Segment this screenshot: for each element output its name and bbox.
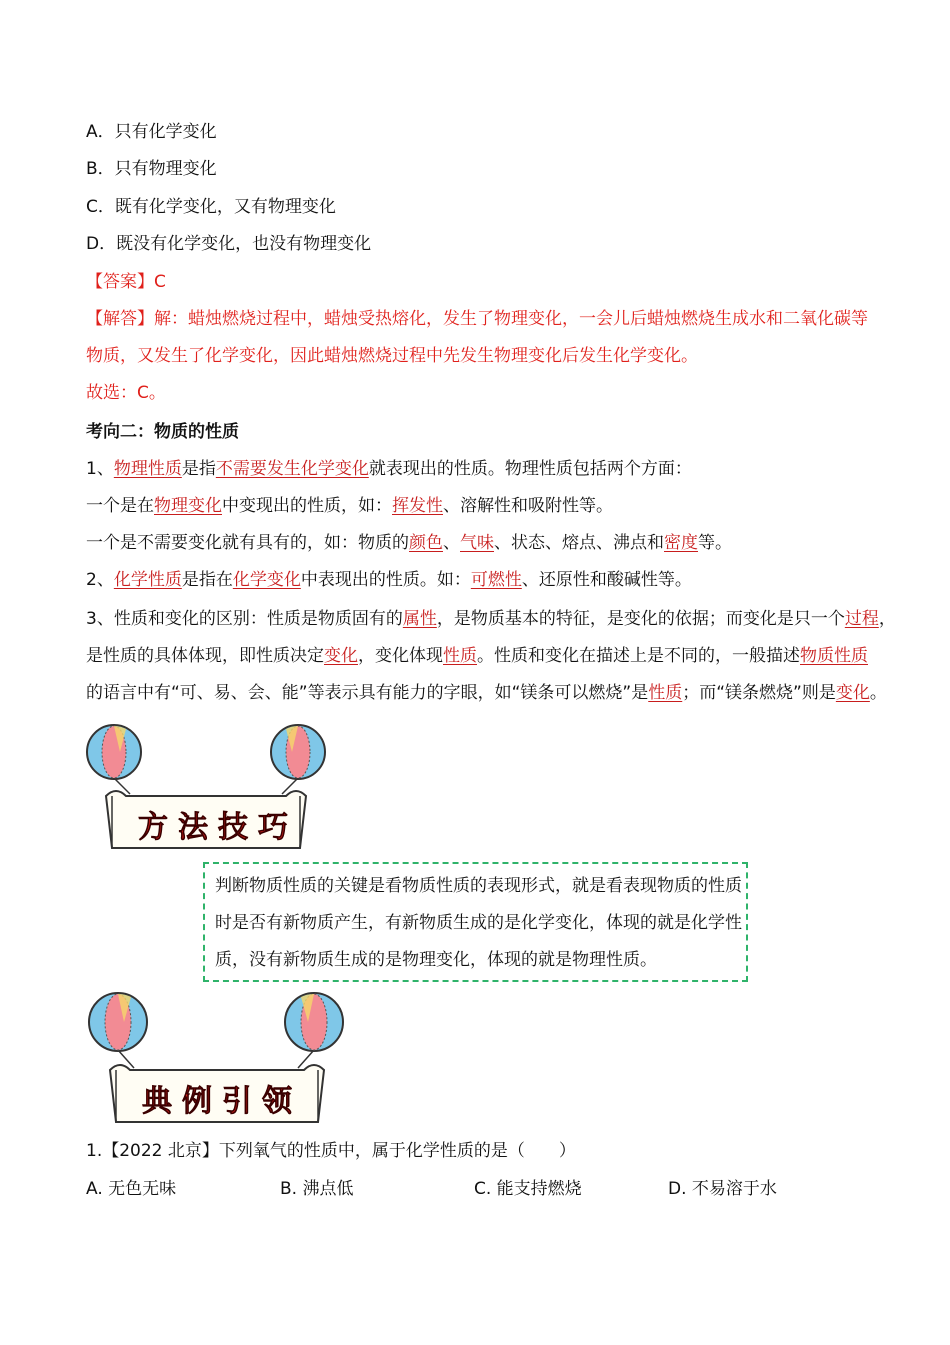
term-physical-change: 物理变化 bbox=[154, 496, 222, 516]
explanation-choice: 故选：C。 bbox=[86, 383, 166, 403]
p3-l3e: 。 bbox=[869, 683, 887, 703]
p3-l1e: ， bbox=[878, 609, 896, 629]
paragraph-2 bbox=[86, 568, 692, 592]
term-change-2: 变化 bbox=[835, 683, 870, 703]
question-1-option-a: A. 无色无味 bbox=[86, 1179, 177, 1199]
question-number: 1. bbox=[86, 1141, 103, 1161]
section-title: 考向二：物质的性质 bbox=[86, 422, 239, 442]
term-change: 变化 bbox=[324, 646, 358, 666]
term-odor: 气味 bbox=[460, 533, 494, 553]
question-1-stem bbox=[86, 1139, 576, 1163]
term-chemical-property: 化学性质 bbox=[113, 570, 182, 590]
term-property: 性质 bbox=[443, 646, 477, 666]
example-banner bbox=[86, 990, 348, 1126]
p2-prefix: 2、 bbox=[86, 570, 114, 590]
p3-l2c: ，变化体现 bbox=[358, 646, 443, 666]
term-density: 密度 bbox=[664, 533, 698, 553]
explanation-line-1 bbox=[86, 307, 868, 331]
option-a: A．只有化学变化 bbox=[86, 122, 217, 142]
p3-l1c: ，是物质基本的特征，是变化的依据；而变化是只一个 bbox=[436, 609, 845, 629]
p1-prefix: 1、 bbox=[86, 459, 114, 479]
p1a-text-3: 中变现出的性质，如： bbox=[222, 496, 392, 516]
p1-text-4: 就表现出的性质。物理性质包括两个方面： bbox=[368, 459, 692, 479]
answer-line bbox=[86, 270, 166, 294]
explanation-line-2: 物质，又发生了化学变化，因此蜡烛燃烧过程中先发生物理变化后发生化学变化。 bbox=[86, 346, 698, 366]
paragraph-3-line-3 bbox=[86, 681, 887, 705]
term-flammability: 可燃性 bbox=[470, 570, 522, 590]
p1b-text-1: 一个是不需要变化就有具有的，如：物质的 bbox=[86, 533, 409, 553]
question-1-option-b: B. 沸点低 bbox=[280, 1179, 354, 1199]
question-1-option-c: C. 能支持燃烧 bbox=[474, 1179, 582, 1199]
option-d: D．既没有化学变化，也没有物理变化 bbox=[86, 234, 372, 254]
term-color: 颜色 bbox=[409, 533, 443, 553]
explanation-text-1: 解：蜡烛燃烧过程中，蜡烛受热熔化，发生了物理变化，一会儿后蜡烛燃烧生成水和二氧化碳等 bbox=[154, 309, 868, 329]
tip-line-2: 时是否有新物质产生，有新物质生成的是化学变化，体现的就是化学性 bbox=[215, 913, 742, 933]
p2-text-6: 、还原性和酸碱性等。 bbox=[521, 570, 692, 590]
p1a-text-1: 一个是在 bbox=[86, 496, 154, 516]
p3-l3a: 的语言中有“可、易、会、能”等表示具有能力的字眼，如“镁条可以燃烧”是 bbox=[86, 683, 649, 703]
p1a-text-5: 、溶解性和吸附性等。 bbox=[443, 496, 613, 516]
p1-text-2: 是指 bbox=[181, 459, 216, 479]
answer-label: 【答案】 bbox=[86, 272, 154, 292]
tip-line-1: 判断物质性质的关键是看物质性质的表现形式，就是看表现物质的性质 bbox=[215, 876, 742, 896]
term-volatility: 挥发性 bbox=[392, 496, 443, 516]
paragraph-1 bbox=[86, 457, 692, 481]
term-process: 过程 bbox=[844, 609, 879, 629]
question-1-option-d: D. 不易溶于水 bbox=[668, 1179, 777, 1199]
p3-l3c: ；而“镁条燃烧”则是 bbox=[682, 683, 836, 703]
example-title: 典例引领 bbox=[142, 1084, 302, 1119]
p3-l2e: 。性质和变化在描述上是不同的，一般描述 bbox=[477, 646, 800, 666]
p2-text-2: 是指在 bbox=[181, 570, 233, 590]
paragraph-1b bbox=[86, 531, 732, 555]
p2-text-4: 中表现出的性质。如： bbox=[300, 570, 471, 590]
explanation-label: 【解答】 bbox=[86, 309, 154, 329]
term-no-chemical-change: 不需要发生化学变化 bbox=[215, 459, 369, 479]
method-tips-banner bbox=[86, 722, 326, 852]
p1b-text-3: 、 bbox=[443, 533, 460, 553]
term-attribute: 属性 bbox=[402, 609, 437, 629]
tip-box bbox=[203, 862, 748, 982]
term-chemical-change: 化学变化 bbox=[232, 570, 301, 590]
option-b: B．只有物理变化 bbox=[86, 159, 217, 179]
p3-l1a: 3、性质和变化的区别：性质是物质固有的 bbox=[86, 609, 403, 629]
tip-line-3: 质，没有新物质生成的是物理变化，体现的就是物理性质。 bbox=[215, 950, 657, 970]
term-physical-property: 物理性质 bbox=[113, 459, 182, 479]
p3-l2a: 是性质的具体体现，即性质决定 bbox=[86, 646, 324, 666]
p1b-text-5: 、状态、熔点、沸点和 bbox=[494, 533, 664, 553]
p1b-text-7: 等。 bbox=[698, 533, 732, 553]
paragraph-1a bbox=[86, 494, 613, 518]
term-property-2: 性质 bbox=[648, 683, 683, 703]
option-c: C．既有化学变化，又有物理变化 bbox=[86, 197, 336, 217]
method-tips-title: 方法技巧 bbox=[138, 810, 298, 845]
paragraph-3-line-2 bbox=[86, 644, 868, 668]
answer-value: C bbox=[154, 272, 166, 292]
question-source: 【2022 北京】 bbox=[102, 1141, 219, 1161]
term-matter-property: 物质性质 bbox=[800, 646, 868, 666]
paragraph-3-line-1 bbox=[86, 607, 896, 631]
question-text: 下列氧气的性质中，属于化学性质的是（ ） bbox=[218, 1141, 576, 1161]
